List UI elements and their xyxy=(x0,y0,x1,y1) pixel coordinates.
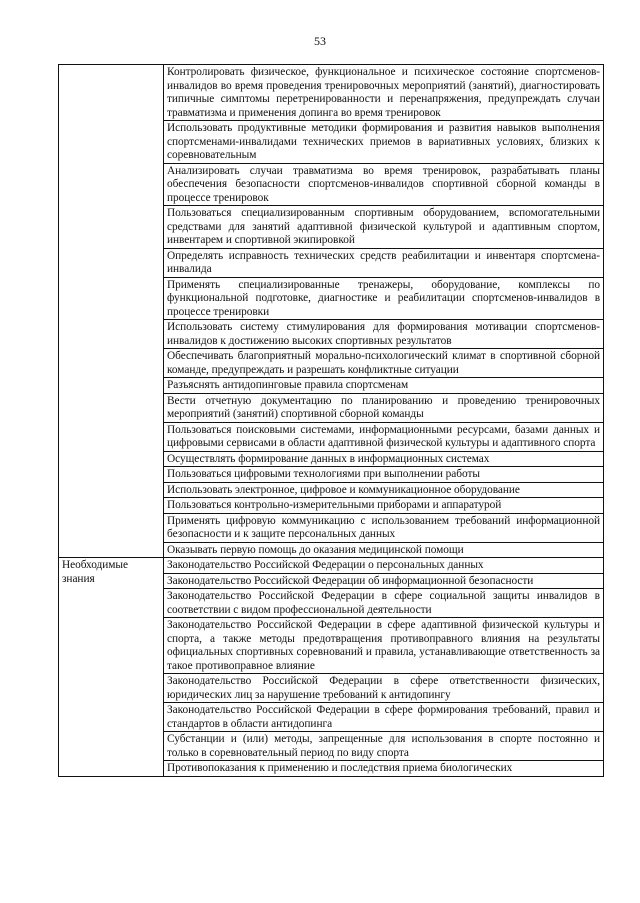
table-row xyxy=(59,558,604,574)
skill-cell: Применять специализированные тренажеры, оборудование, комплексы по функциональной подготовке, диагностике и реабилитации спортсменов-инвалидов в процессе тренировки xyxy=(164,277,604,320)
skill-cell: Анализировать случаи травматизма во время тренировок, разрабатывать планы обеспечения безопасности спортсменов-инвалидов спортивной сборной команды в процессе тренировок xyxy=(164,163,604,206)
knowledge-cell: Законодательство Российской Федерации в сфере социальной защиты инвалидов в соответствии с видом профессиональной деятельности xyxy=(164,589,604,618)
knowledge-cell xyxy=(164,761,604,777)
empty-label-cell xyxy=(59,65,164,558)
knowledge-label: Необходимые знания xyxy=(62,559,128,585)
skill-cell: Контролировать физическое, функциональное и психическое состояние спортсменов-инвалидов во время проведения тренировочных мероприятий (занятий), диагностировать типичные симптомы перетренированности и перенапряжения, предупреждать случаи травматизма и применения допинга во время тренировок xyxy=(164,65,604,121)
knowledge-label-cell xyxy=(59,558,164,777)
knowledge-cell: Законодательство Российской Федерации о персональных данных xyxy=(164,558,604,574)
skill-cell: Использовать электронное, цифровое и коммуникационное оборудование xyxy=(164,482,604,498)
table-row xyxy=(59,65,604,121)
skill-cell: Применять цифровую коммуникацию с использованием требований информационной безопасности и к защите персональных данных xyxy=(164,513,604,542)
skill-cell: Вести отчетную документацию по планированию и проведению тренировочных мероприятий (занятий) спортивной сборной команды xyxy=(164,393,604,422)
skill-cell: Пользоваться поисковыми системами, информационными ресурсами, базами данных и цифровыми сервисами в области адаптивной физической культуры и адаптивного спорта xyxy=(164,422,604,451)
skill-cell: Разъяснять антидопинговые правила спортсменам xyxy=(164,378,604,394)
skill-cell: Пользоваться цифровыми технологиями при выполнении работы xyxy=(164,467,604,483)
requirements-table xyxy=(58,64,604,777)
knowledge-cell-text: Противопоказания к применению и последствия приема биологических xyxy=(167,762,513,774)
knowledge-cell: Субстанции и (или) методы, запрещенные для использования в спорте постоянно и только в соревновательный период по виду спорта xyxy=(164,732,604,761)
knowledge-cell: Законодательство Российской Федерации об информационной безопасности xyxy=(164,573,604,589)
page-number: 53 xyxy=(314,34,326,48)
skill-cell: Осуществлять формирование данных в информационных системах xyxy=(164,451,604,467)
skill-cell: Использовать продуктивные методики формирования и развития навыков выполнения спортсменами-инвалидами технических приемов в вариативных условиях, близких к соревновательным xyxy=(164,121,604,164)
skill-cell: Определять исправность технических средств реабилитации и инвентаря спортсмена-инвалида xyxy=(164,248,604,277)
skill-cell: Оказывать первую помощь до оказания медицинской помощи xyxy=(164,542,604,558)
skill-cell: Использовать систему стимулирования для формирования мотивации спортсменов-инвалидов к достижению высоких спортивных результатов xyxy=(164,320,604,349)
knowledge-cell: Законодательство Российской Федерации в сфере формирования требований, правил и стандартов в области антидопинга xyxy=(164,703,604,732)
skill-cell: Обеспечивать благоприятный морально-психологический климат в спортивной сборной команде, предупреждать и разрешать конфликтные ситуации xyxy=(164,349,604,378)
skill-cell: Пользоваться контрольно-измерительными приборами и аппаратурой xyxy=(164,498,604,514)
knowledge-cell: Законодательство Российской Федерации в сфере адаптивной физической культуры и спорта, а также методы предотвращения противоправного влияния на результаты официальных спортивных соревнований и правила, устанавливающие ответственность за такое противоправное влияние xyxy=(164,618,604,674)
skill-cell: Пользоваться специализированным спортивным оборудованием, вспомогательными средствами для занятий адаптивной физической культурой и адаптивным спортом, инвентарем и спортивной экипировкой xyxy=(164,206,604,249)
knowledge-cell: Законодательство Российской Федерации в сфере ответственности физических, юридических лиц за нарушение требований к антидопингу xyxy=(164,674,604,703)
